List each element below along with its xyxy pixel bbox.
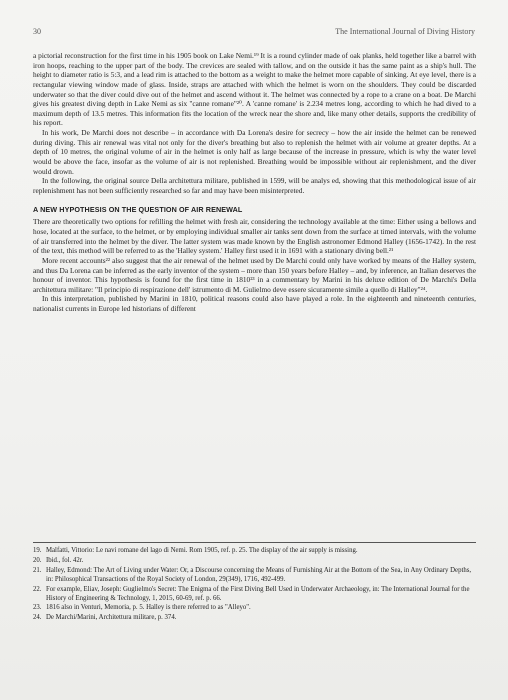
paragraph: In his work, De Marchi does not describe – in accordance with Da Lorena's desire for secrecy – how the air inside the helmet can be renewed during diving. This air renewal was vital not only for the diver's breathing but also to replenish the helmet with air volume at greater depths. At a depth of 10 metres, the original volume of air in the helmet is only half as large because of the increase in pressure, which is why the water level would be above the face, insofar as the volume of air is not replenished. Breathing would be impossible without air replenishment, and the diver would drown.: [33, 128, 476, 176]
footnote-number: 21.: [33, 566, 42, 574]
footnote-text: Halley, Edmond: The Art of Living under Water: Or, a Discourse concerning the Means of Furnishing Air at the Bottom of the Sea, in Any Ordinary Depths, in: Philosophical Transactions of the Royal Society of London, 29(349), 1716, 492-499.: [46, 566, 472, 583]
paragraph: There are theoretically two options for refilling the helmet with fresh air, considering the technology available at the time: Either using a bellows and hose, located at the surface, to the helmet, or by employing individual smaller air tanks sent down from the surface at timed intervals, with the volume of air transferred into the helmet by the diver. The latter system was made known by the English astronomer Edmond Halley (1656-1742). In the rest of the text, this method will be referred to as the 'Halley system.' Halley first used it in 1691 with a stationary diving bell.²¹: [33, 217, 476, 256]
section-heading: A NEW HYPOTHESIS ON THE QUESTION OF AIR RENEWAL: [33, 205, 243, 215]
footnote-number: 24.: [33, 614, 42, 622]
footnote: [33, 586, 476, 604]
footnote: [33, 614, 476, 623]
running-title: The International Journal of Diving History: [335, 27, 475, 36]
footnote-divider: [33, 542, 476, 543]
paragraph: a pictorial reconstruction for the first time in his 1905 book on Lake Nemi.¹⁹ It is a round cylinder made of oak planks, held together like a barrel with iron hoops, reaching to the upper part of the body. The crevices are sealed with tallow, and on the outside it has the same paint as a ship's hull. The height to diameter ratio is 5:3, and a lead rim is attached to the bottom as a weight to make the helmet more capable of sinking. At eye level, there is a rectangular viewing window made of glass. Inside, straps are attached with which the helmet is worn on the shoulders. They could be discarded underwater so that the diver could dive out of the helmet and ascend without it. The helmet was connected by a rope to a crane on a boat. De Marchi gives his greatest diving depth in Lake Nemi as six "canne romane"²⁰. A 'canne romane' is 2.234 metres long, according to which he had dived to a maximum depth of 13.5 metres. This information fits the location of the wreck near the shore and, like many other details, supports the credibility of his report.: [33, 51, 476, 128]
paragraph: In the following, the original source Della architettura militare, published in 1599, will be analys ed, showing that this methodological issue of air replenishment has not been sufficiently researched so far and may have been misinterpreted.: [33, 176, 476, 195]
footnote-number: 23.: [33, 604, 42, 612]
body-text: [33, 51, 476, 314]
footnote-text: For example, Eliav, Joseph: Guglielmo's Secret: The Enigma of the First Diving Bell Used in Underwater Archaeology, in: The International Journal for the History of Engineering & Technology, 1, 2015, 60-69, ref. p. 66.: [46, 585, 470, 602]
footnote: [33, 557, 476, 566]
paragraph: In this interpretation, published by Marini in 1810, political reasons could also have played a role. In the eighteenth and nineteenth centuries, nationalist currents in Europe led historians of different: [33, 294, 476, 313]
footnote: [33, 567, 476, 585]
footnote-text: 1816 also in Venturi, Memoria, p. 5. Halley is there referred to as "Alleyo".: [46, 604, 251, 612]
footnote-number: 19.: [33, 547, 42, 554]
footnote-number: 20.: [33, 556, 42, 564]
page-number: 30: [33, 27, 41, 36]
footnotes: [33, 547, 476, 624]
footnote-number: 22.: [33, 585, 42, 593]
paragraph: More recent accounts²² also suggest that the air renewal of the helmet used by De Marchi could only have worked by means of the Halley system, and thus Da Lorena can be inferred as the early inventor of the system – more than 150 years before Halley – and, by inference, an Italian deserves the honour of inventor. This hypothesis is found for the first time in 1810²³ in a commentary by Marini in his deluxe edition of De Marchi's Della architettura militare: "Il principio di respirazione dell' istrumento di M. Gulielmo deve essere sicuramente simile a quello di Halley"²⁴.: [33, 255, 476, 294]
footnote-text: Malfatti, Vittorio: Le navi romane del lago di Nemi. Rom 1905, ref. p. 25. The display of the air supply is missing.: [46, 547, 358, 554]
footnote: [33, 604, 476, 613]
footnote: [33, 547, 476, 556]
page-header: [33, 27, 475, 39]
footnote-text: De Marchi/Marini, Architettura militare, p. 374.: [46, 614, 177, 622]
footnote-text: Ibid., fol. 42r.: [46, 556, 84, 564]
